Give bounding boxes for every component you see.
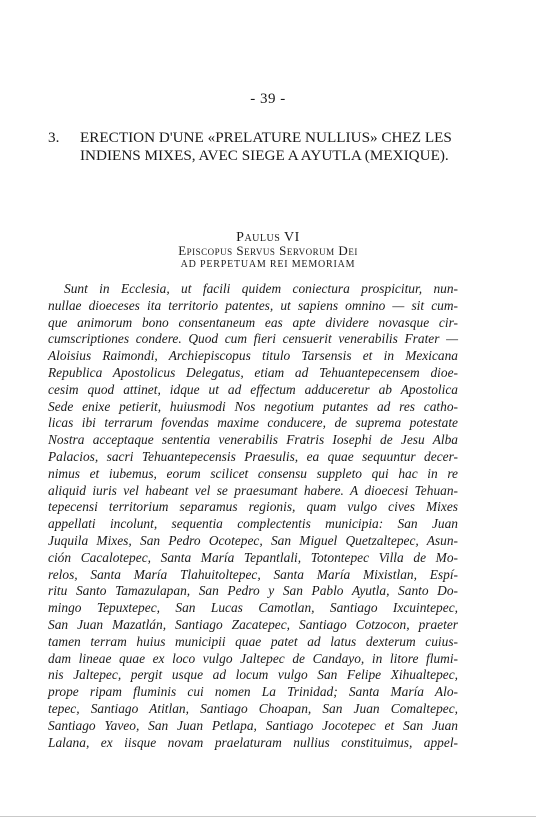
body-line: nis Jaltepec, pergit usque ad locum vulgo San Felipe Xihualtepec, (48, 667, 458, 683)
body-line: nullae dioeceses ita territorio patentes, ut sapiens omnino — sit cum- (48, 297, 458, 313)
section-title-line-2: INDIENS MIXES, AVEC SIEGE A AYUTLA (MEXIQUE). (80, 147, 449, 164)
body-line: que animorum bono consentaneum eas apte dividere novasque cir- (48, 314, 458, 330)
body-line: dam lineae quae ex loco vulgo Jaltepec de Candayo, in litore flumi- (48, 650, 458, 666)
body-line: licas ibi terrarum fovendas maxime conducere, de suprema potestate (48, 415, 458, 431)
body-line: Republica Apostolicus Delegatus, etiam ad Tehuantepecensem dioe- (48, 364, 458, 380)
body-line: San Juan Mazatlán, Santiago Zacatepec, Santiago Cotzocon, praeter (48, 616, 458, 632)
page-bottom-edge (0, 816, 536, 817)
section-title-line-1: ERECTION D'UNE «PRELATURE NULLIUS» CHEZ LES (80, 129, 452, 146)
body-line: ritu Santo Tamazulapan, San Pedro y San Pablo Ayutla, Santo Do- (48, 583, 458, 599)
body-text (48, 281, 458, 751)
body-line: Sede enixe petierit, huiusmodi Nos negotium putantes ad res catho- (48, 398, 458, 414)
section-title (80, 129, 490, 165)
body-line: nimus et iubemus, eorum scilicet consensu suppleto qui hac in re (48, 465, 458, 481)
document-formula: AD PERPETUAM REI MEMORIAM (180, 259, 356, 270)
body-line: Nostra acceptaque sententia venerabilis Fratris Iosephi de Jesu Alba (48, 432, 458, 448)
body-line: Sunt in Ecclesia, ut facili quidem coniectura prospicitur, nun- (64, 281, 458, 296)
body-line: Aloisius Raimondi, Archiepiscopus titulo Tarsensis et in Mexicana (48, 348, 458, 364)
author-title: Episcopus Servus Servorum Dei (178, 243, 358, 258)
body-line: Juquila Mixes, San Pedro Ocotepec, San Miguel Quetzaltepec, Asun- (48, 532, 458, 548)
body-line: Lalana, ex iisque novam praelaturam nullius constituimus, appel- (48, 734, 458, 750)
body-line: cesim quod attinet, idque ut ad effectum adduceretur ab Apostolica (48, 381, 458, 397)
body-line: tepec, Santiago Atitlan, Santiago Choapan, San Juan Comaltepec, (48, 700, 458, 716)
body-line: ción Cacalotepec, Santa María Tepantlali, Totontepec Villa de Mo- (48, 549, 458, 565)
author-name: Paulus VI (236, 230, 300, 245)
body-line: relos, Santa María Tlahuitoltepec, Santa María Mixistlan, Espí- (48, 566, 458, 582)
body-line: mingo Tepuxtepec, San Lucas Camotlan, Santiago Ixcuintepec, (48, 600, 458, 616)
body-line: tamen terram huius municipii quae patet ad latus dexterum cuius- (48, 633, 458, 649)
body-line: aliquid iuris vel habeant vel se praesumant habere. A dioecesi Tehuan- (48, 482, 458, 498)
page-number: - 39 - (250, 91, 286, 107)
body-line: Santiago Yaveo, San Juan Petlapa, Santiago Jocotepec et San Juan (48, 717, 458, 733)
section-number: 3. (48, 129, 60, 146)
body-line: prope ripam fluminis cui nomen La Trinidad; Santa María Alo- (48, 684, 458, 700)
body-line: cumscriptiones condere. Quod cum fieri censuerit venerabilis Frater — (48, 331, 458, 347)
body-line: tepecensi territorium separamus regionis, quam vulgo cives Mixes (48, 499, 458, 515)
body-line: Palacios, sacri Tehuantepecensis Praesulis, ea quae sequuntur decer- (48, 448, 458, 464)
body-line: appellati incolunt, sequentia complectentis municipia: San Juan (48, 516, 458, 532)
